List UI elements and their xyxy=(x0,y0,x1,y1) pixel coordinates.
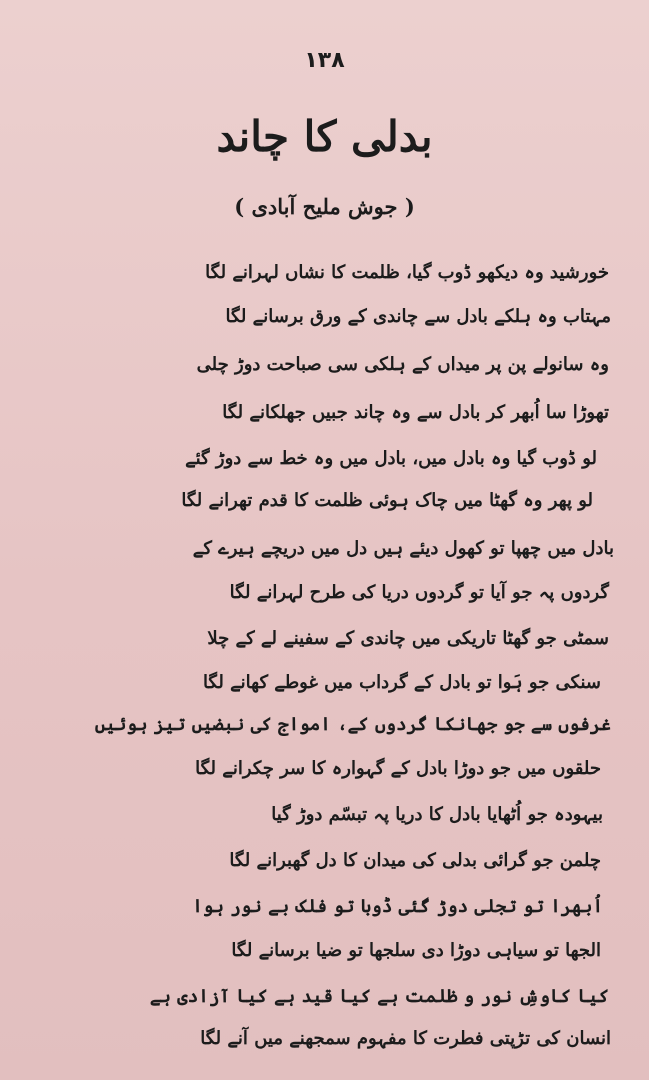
verse-line: سنکی جو ہَوا تو بادل کے گرداب میں غوطے کھانے لگا xyxy=(202,672,601,693)
verse-line: وہ سانولے پن پر میداں کے ہلکی سی صباحت دوڑ چلی xyxy=(196,354,609,375)
verse-line: لو پھر وہ گھٹا میں چاک ہوئی ظلمت کا قدم تھرانے لگا xyxy=(181,490,593,511)
verse-line: بادل میں چھپا تو کھول دیئے ہیں دل میں دریچے ہیرے کے xyxy=(192,538,614,559)
verse-line: غرفوں سے جو جھانکا گردوں کے، امواج کی نبضیں تیز ہوئیں xyxy=(94,714,611,735)
verse-line: حلقوں میں جو دوڑا بادل کے گہوارہ کا سر چکرانے لگا xyxy=(195,758,601,779)
poem-body xyxy=(0,258,649,1058)
verse-line: تھوڑا سا اُبھر کر بادل سے وہ چاند جبیں جھلکانے لگا xyxy=(222,402,609,423)
verse-line: اُبھرا تو تجلی دوڑ گئی ڈوبا تو فلک بے نور ہوا xyxy=(192,896,603,917)
verse-line: مہتاب وہ ہلکے بادل سے چاندی کے ورق برسانے لگا xyxy=(225,306,611,327)
verse-line: سمٹی جو گھٹا تاریکی میں چاندی کے سفینے لے کے چلا xyxy=(207,628,609,649)
verse-line: انسان کی تڑپتی فطرت کا مفہوم سمجھنے میں آنے لگا xyxy=(200,1028,611,1049)
verse-line: بیہودہ جو اُٹھایا بادل کا دریا پہ تبسّم دوڑ گیا xyxy=(271,804,603,825)
poet-name: ( جوش ملیح آبادی ) xyxy=(234,194,415,219)
verse-line: خورشید وہ دیکھو ڈوب گیا، ظلمت کا نشاں لہرانے لگا xyxy=(205,262,609,283)
poem-title: بدلی کا چاند xyxy=(216,112,433,161)
page-number: ۱۳۸ xyxy=(304,48,345,73)
verse-line: چلمن جو گرائی بدلی کی میدان کا دل گھبرانے لگا xyxy=(229,850,601,871)
verse-line: لو ڈوب گیا وہ بادل میں، بادل میں وہ خط سے دوڑ گئے xyxy=(185,448,597,469)
verse-line: کیا کاوشِ نور و ظلمت ہے کیا قید ہے کیا آزادی ہے xyxy=(149,986,609,1007)
verse-line: گردوں پہ جو آیا تو گردوں دریا کی طرح لہرانے لگا xyxy=(229,582,609,603)
verse-line: الجھا تو سیاہی دوڑا دی سلجھا تو ضیا برسانے لگا xyxy=(231,940,601,961)
